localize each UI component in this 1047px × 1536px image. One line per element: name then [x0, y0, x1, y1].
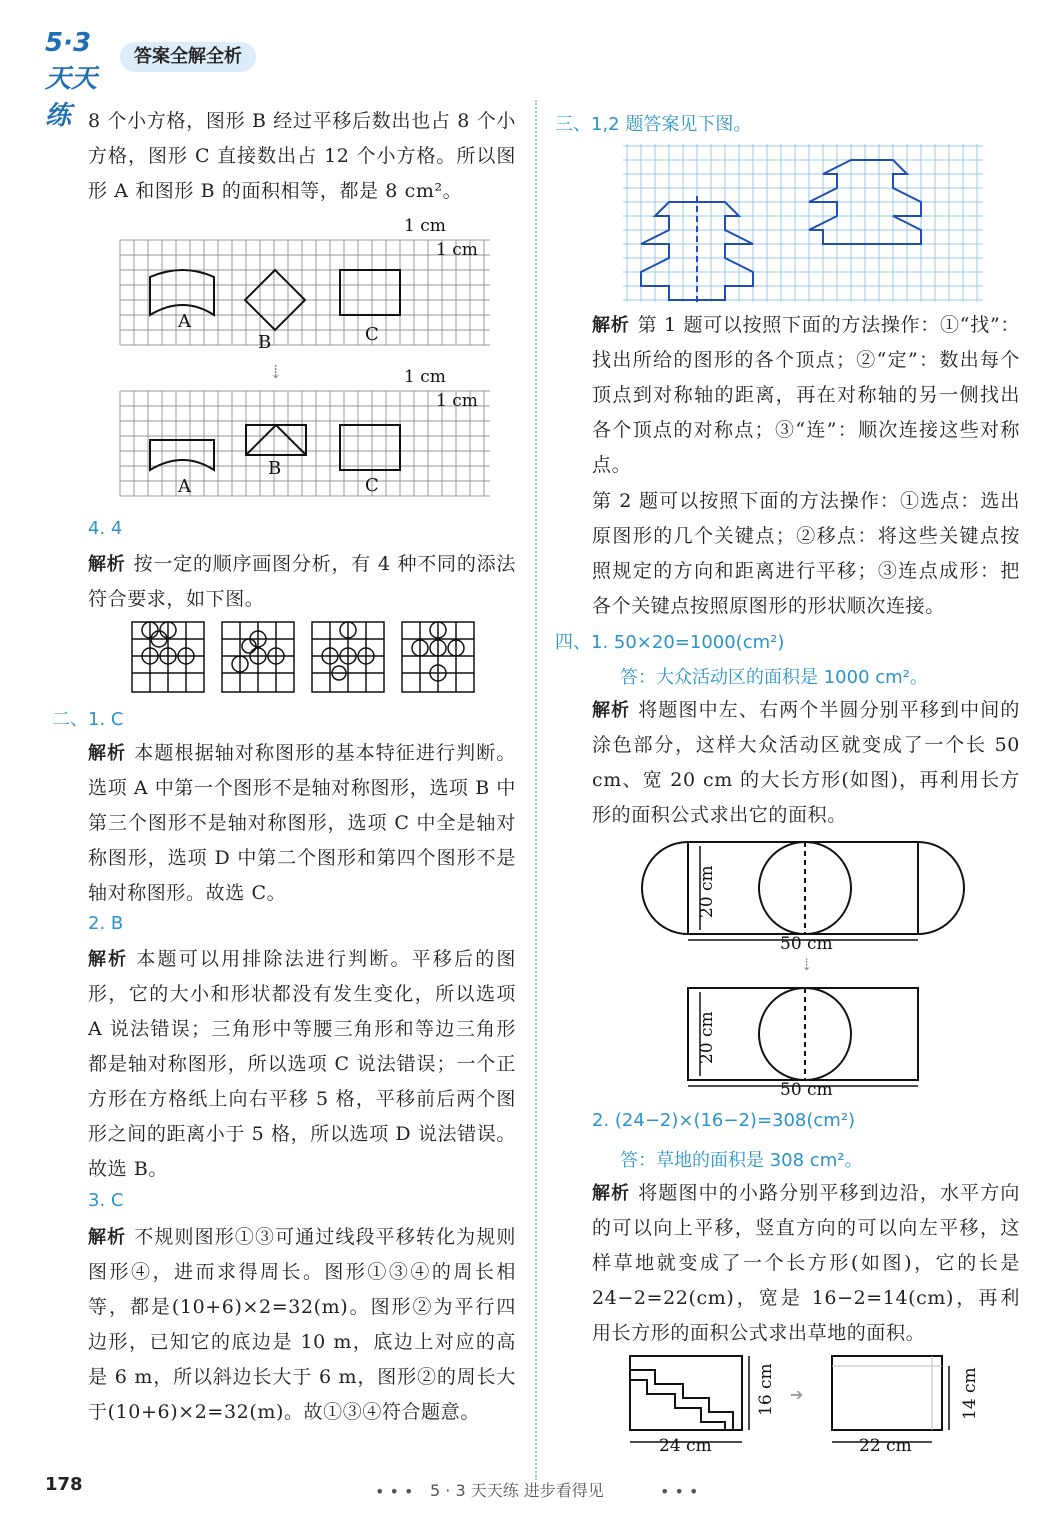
svg-text:24 cm: 24 cm	[659, 1436, 712, 1456]
grid-figure-after	[110, 366, 510, 516]
svg-text:➔: ➔	[790, 1385, 804, 1404]
grid-figure-before	[110, 215, 510, 365]
svg-text:B: B	[268, 458, 282, 479]
svg-text:A: A	[178, 476, 191, 497]
q4-heading: 4. 4	[88, 518, 123, 539]
unit-vertical: 1 cm	[436, 240, 478, 260]
svg-text:1 cm: 1 cm	[404, 367, 446, 387]
sec4-q2-analysis: 解析 将题图中的小路分别平移到边沿，水平方向的可以向上平移，竖直方向的可以向左平移，这样草地就变成了一个长方形(如图)，它的长是 24−2=22(cm)，宽是 16−2=14(cm)，再利用长方形的面积公式求出草地的面积。	[592, 1182, 1021, 1344]
svg-text:C: C	[365, 475, 379, 496]
sec2-q3-heading: 3. C	[88, 1190, 124, 1211]
label-b: B	[258, 332, 272, 353]
symmetry-grid-figure	[623, 144, 983, 302]
sec4-q1-formula: 四、1. 50×20=1000(cm²)	[555, 632, 785, 653]
sec2-q1-heading: 二、1. C	[52, 709, 124, 730]
sec4-q2-formula: 2. (24−2)×(16−2)=308(cm²)	[592, 1110, 856, 1131]
sec2-q2-analysis: 解析 本题可以用排除法进行判断。平移后的图形，它的大小和形状都没有发生变化，所以选项 A 说法错误；三角形中等腰三角形和等边三角形都是轴对称图形，所以选项 C 说法错误；一个正方形在方格纸上向右平移 5 格，平移前后两个图形之间的距离小于 5 格，所以选项 D 说法错误。故选 B。	[88, 948, 516, 1180]
sec3-analysis-2: 第 2 题可以按照下面的方法操作：①选点：选出原图形的几个关键点；②移点：将这些关键点按照规定的方向和距离进行平移；③连点成形：把各个关键点按照原图形的形状顺次连接。	[592, 490, 1020, 617]
svg-text:14 cm: 14 cm	[960, 1367, 980, 1420]
stadium-figure	[640, 830, 970, 1100]
sec4-q1-answer: 答：大众活动区的面积是 1000 cm²。	[620, 667, 928, 688]
shape-c	[340, 270, 400, 315]
sec4-q1-analysis: 解析 将题图中左、右两个半圆分别平移到中间的涂色部分，这样大众活动区就变成了一个长 50 cm、宽 20 cm 的大长方形(如图)，再利用长方形的面积公式求出它的面积。	[592, 699, 1021, 826]
svg-text:20 cm: 20 cm	[697, 1011, 717, 1064]
intro-text: 8 个小方格，图形 B 经过平移后数出也占 8 个小方格，图形 C 直接数出占 12 个小方格。所以图形 A 和图形 B 的面积相等，都是 8 cm²。	[88, 110, 516, 202]
label-a: A	[178, 311, 191, 332]
unit-horizontal: 1 cm	[404, 216, 446, 236]
svg-text:1 cm: 1 cm	[436, 391, 478, 411]
header-title: 答案全解全析	[120, 42, 256, 72]
footer-dots-right: • • •	[660, 1482, 699, 1501]
svg-text:20 cm: 20 cm	[697, 865, 717, 918]
q4-analysis: 解析 按一定的顺序画图分析，有 4 种不同的添法符合要求，如下图。	[88, 553, 516, 610]
sec3-heading: 三、1,2 题答案见下图。	[555, 114, 752, 135]
sec3-analysis-1: 解析 第 1 题可以按照下面的方法操作：①“找”：找出所给的图形的各个顶点；②“定”：数出每个顶点到对称轴的距离，再在对称轴的另一侧找出各个顶点的对称点；③“连”：顺次连接这些对称点。	[592, 314, 1021, 476]
svg-text:50 cm: 50 cm	[780, 934, 833, 954]
sec2-q2-heading: 2. B	[88, 913, 124, 934]
down-arrow-icon: ⇣	[268, 362, 284, 383]
svg-text:16 cm: 16 cm	[756, 1363, 776, 1416]
label-c: C	[365, 324, 379, 345]
svg-text:⇣: ⇣	[800, 955, 814, 974]
lawn-figure	[625, 1350, 995, 1460]
svg-text:22 cm: 22 cm	[859, 1436, 912, 1456]
svg-text:50 cm: 50 cm	[780, 1080, 833, 1100]
four-arrangements	[130, 620, 480, 694]
footer-dots-left: • • •	[375, 1482, 414, 1501]
brand-logo: 5·3天天练	[45, 28, 98, 131]
sec2-q3-analysis: 解析 不规则图形①③可通过线段平移转化为规则图形④，进而求得周长。图形①③④的周长相等，都是(10+6)×2=32(m)。图形②为平行四边形，已知它的底边是 10 m，底边上对应的高是 6 m，所以斜边长大于 6 m，图形②的周长大于(10+6)×2=32(m)。故①③④符合题意。	[88, 1226, 517, 1423]
page-number: 178	[45, 1474, 83, 1495]
sec2-q1-analysis: 解析 本题根据轴对称图形的基本特征进行判断。选项 A 中第一个图形不是轴对称图形，选项 B 中第三个图形不是轴对称图形，选项 C 中全是轴对称图形，选项 D 中第二个图形和第四个图形不是轴对称图形。故选 C。	[88, 742, 517, 904]
footer-slogan: 5 · 3 天天练 进步看得见	[430, 1481, 604, 1500]
sec4-q2-answer: 答：草地的面积是 308 cm²。	[620, 1150, 863, 1171]
column-divider	[535, 100, 537, 1480]
